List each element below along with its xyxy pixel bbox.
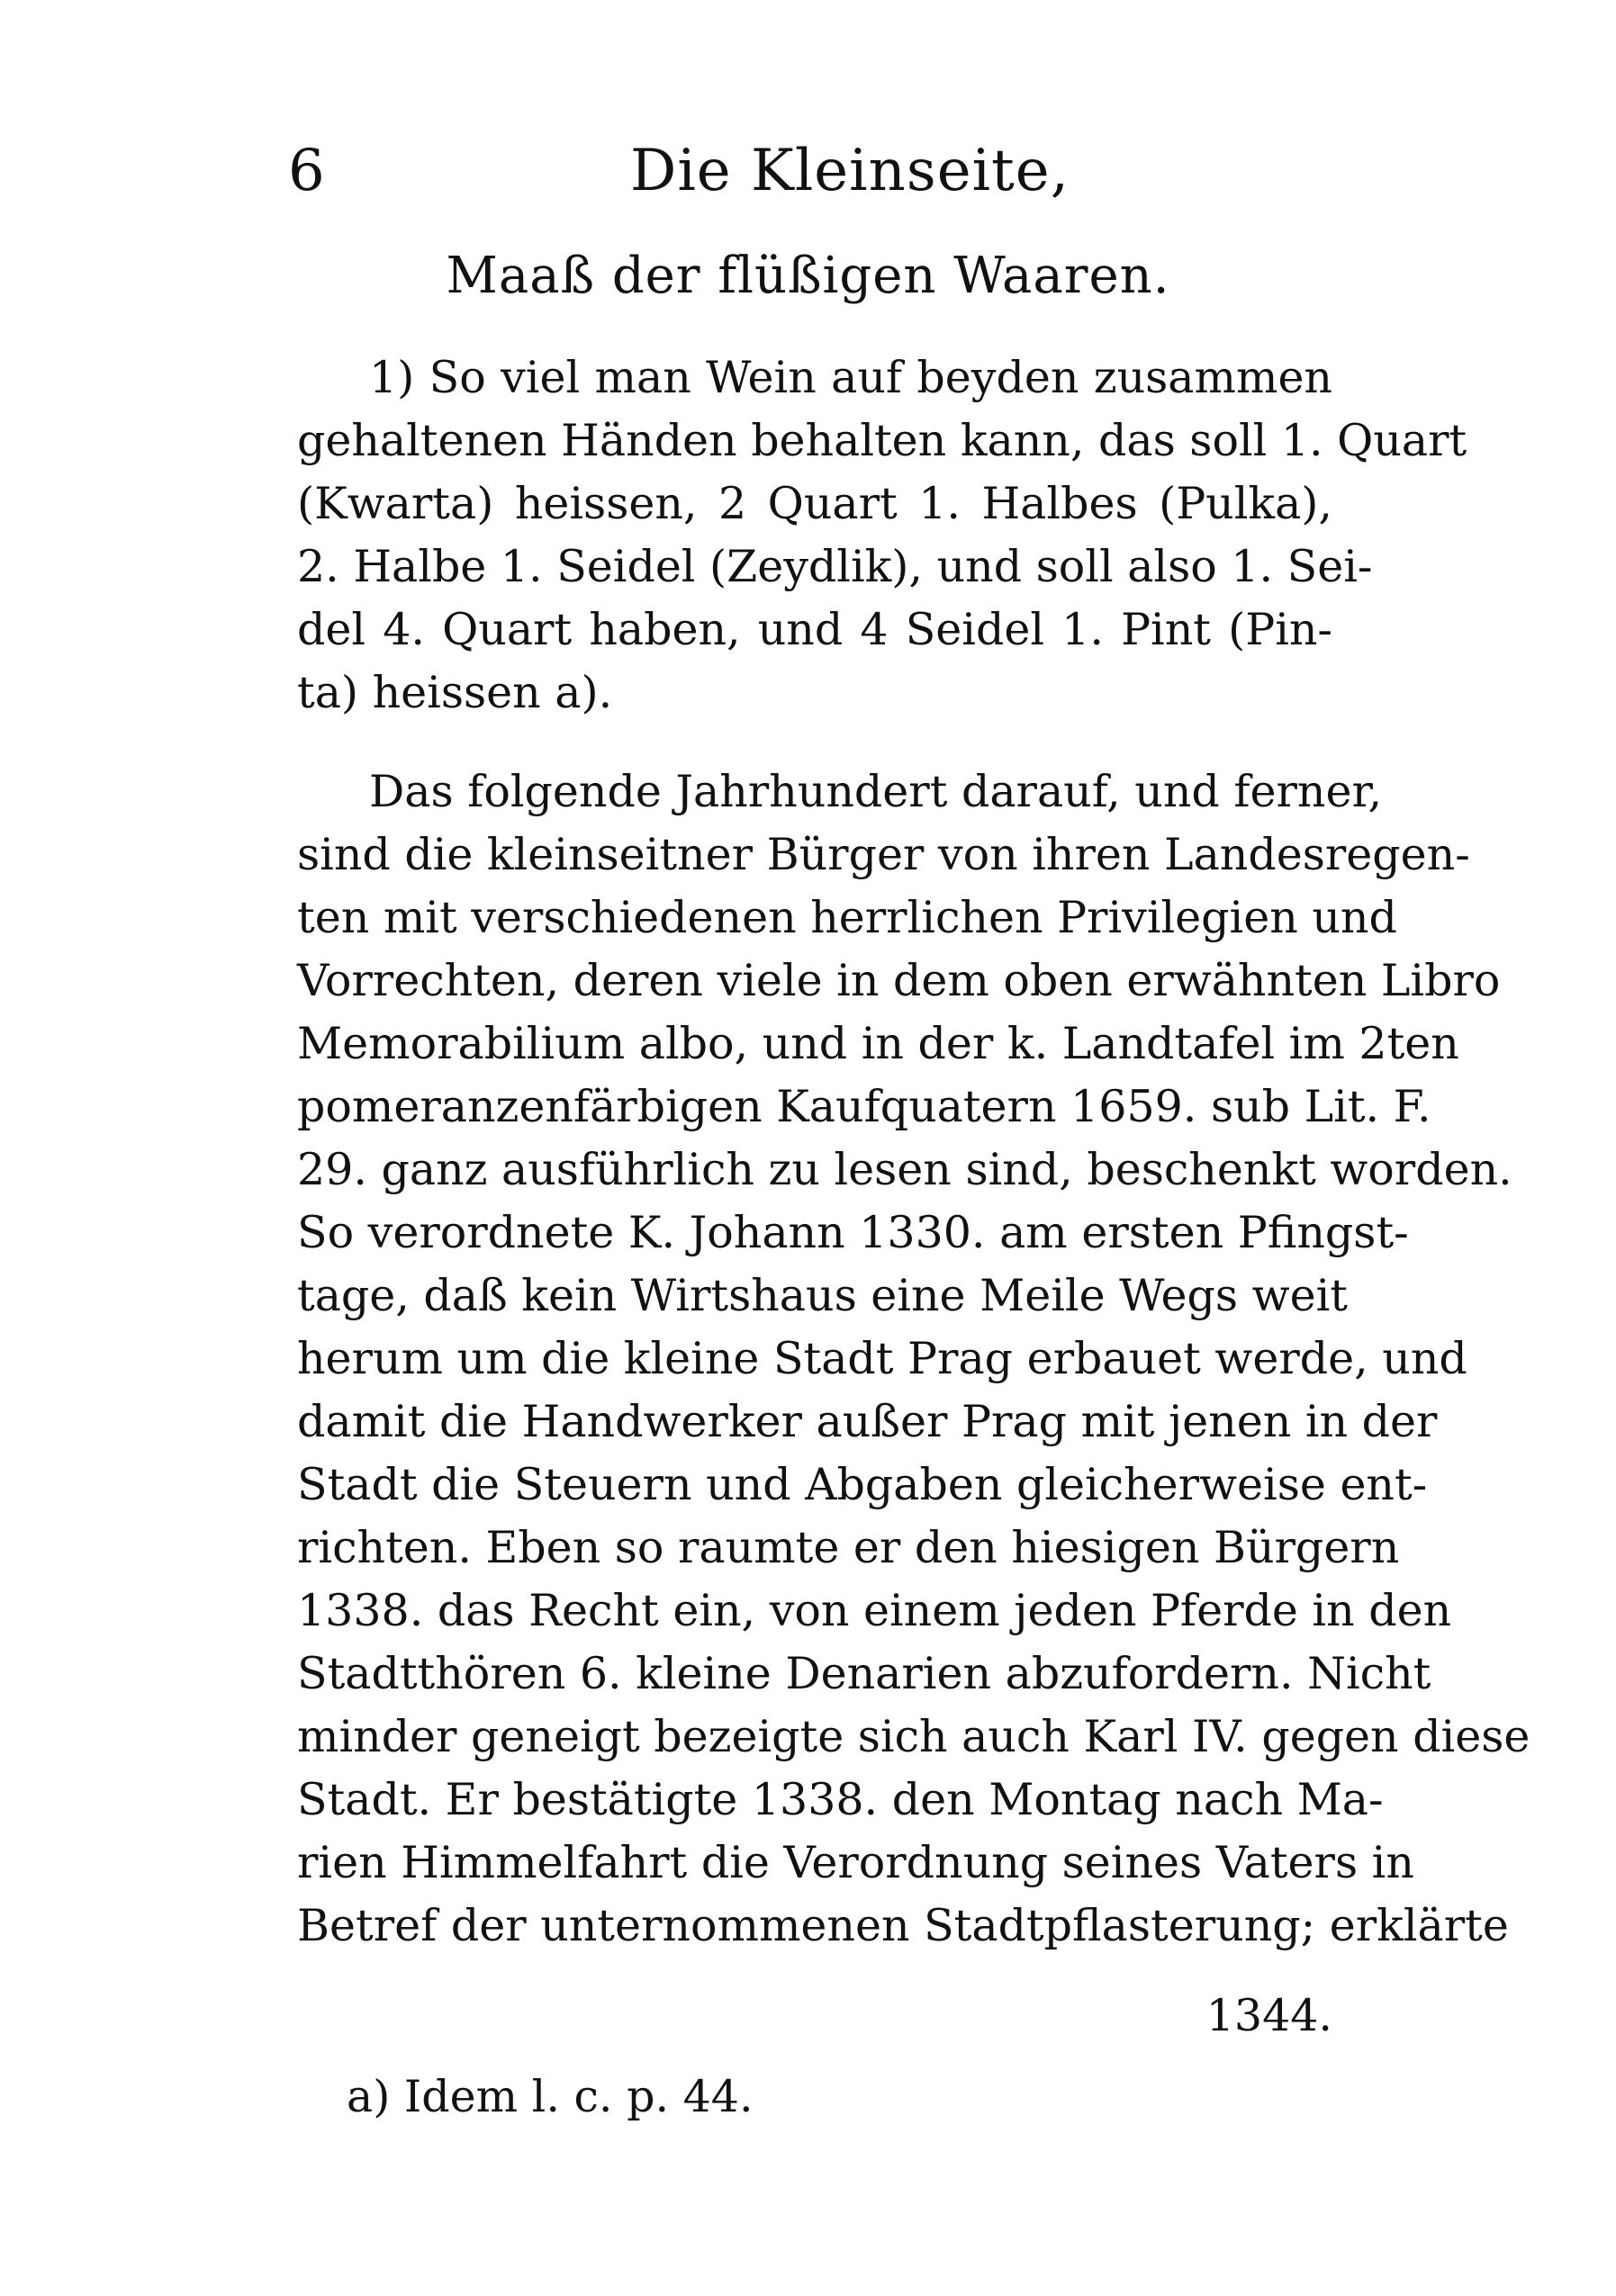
text-line: ta) heissen a). — [297, 667, 613, 718]
page-number: 6 — [288, 138, 325, 204]
text-line: pomeranzenfärbigen Kaufquatern 1659. sub Lit. F. — [297, 1081, 1431, 1132]
text-line: 29. ganz ausführlich zu lesen sind, beschenkt worden. — [297, 1144, 1512, 1195]
text-line: 2. Halbe 1. Seidel (Zeydlik), und soll also 1. Sei- — [297, 541, 1373, 592]
text-line: tage, daß kein Wirtshaus eine Meile Wegs weit — [297, 1270, 1348, 1321]
text-line: sind die kleinseitner Bürger von ihren Landesregen- — [297, 829, 1470, 880]
text-line: Memorabilium albo, und in der k. Landtafel im 2ten — [297, 1018, 1459, 1069]
text-line: 1) So viel man Wein auf beyden zusammen — [369, 352, 1332, 403]
running-head: Die Kleinseite, — [630, 138, 1070, 204]
text-line: minder geneigt bezeigte sich auch Karl IV. gegen diese — [297, 1711, 1530, 1762]
catchword: 1344. — [1205, 1990, 1332, 2041]
text-line: Stadt. Er bestätigte 1338. den Montag nach Ma- — [297, 1774, 1384, 1825]
text-line: rien Himmelfahrt die Verordnung seines Vaters in — [297, 1837, 1414, 1888]
text-line: Stadt die Steuern und Abgaben gleicherweise ent- — [297, 1459, 1428, 1510]
paragraph-1 — [297, 347, 1467, 725]
paragraph-2 — [297, 761, 1530, 1958]
text-line: Betref der unternommenen Stadtpflasterung; erklärte — [297, 1900, 1509, 1951]
text-line: Stadtthören 6. kleine Denarien abzufordern. Nicht — [297, 1648, 1431, 1699]
text-line: So verordnete K. Johann 1330. am ersten Pfingst- — [297, 1207, 1409, 1258]
section-title: Maaß der flüßigen Waaren. — [446, 247, 1170, 305]
text-line: richten. Eben so raumte er den hiesigen Bürgern — [297, 1522, 1400, 1573]
text-line: ten mit verschiedenen herrlichen Privilegien und — [297, 892, 1397, 943]
page-header — [288, 135, 1332, 216]
text-line: del 4. Quart haben, und 4 Seidel 1. Pint (Pin- — [297, 604, 1332, 655]
text-line: herum um die kleine Stadt Prag erbauet werde, und — [297, 1333, 1467, 1384]
text-line: (Kwarta) heissen, 2 Quart 1. Halbes (Pulka), — [297, 478, 1332, 529]
text-line: gehaltenen Händen behalten kann, das soll 1. Quart — [297, 415, 1467, 466]
text-line: 1338. das Recht ein, von einem jeden Pferde in den — [297, 1585, 1452, 1636]
text-line: Vorrechten, deren viele in dem oben erwähnten Libro — [297, 955, 1501, 1006]
footnote: a) Idem l. c. p. 44. — [347, 2071, 754, 2122]
text-line: Das folgende Jahrhundert darauf, und ferner, — [369, 766, 1383, 817]
text-line: damit die Handwerker außer Prag mit jenen in der — [297, 1396, 1438, 1447]
